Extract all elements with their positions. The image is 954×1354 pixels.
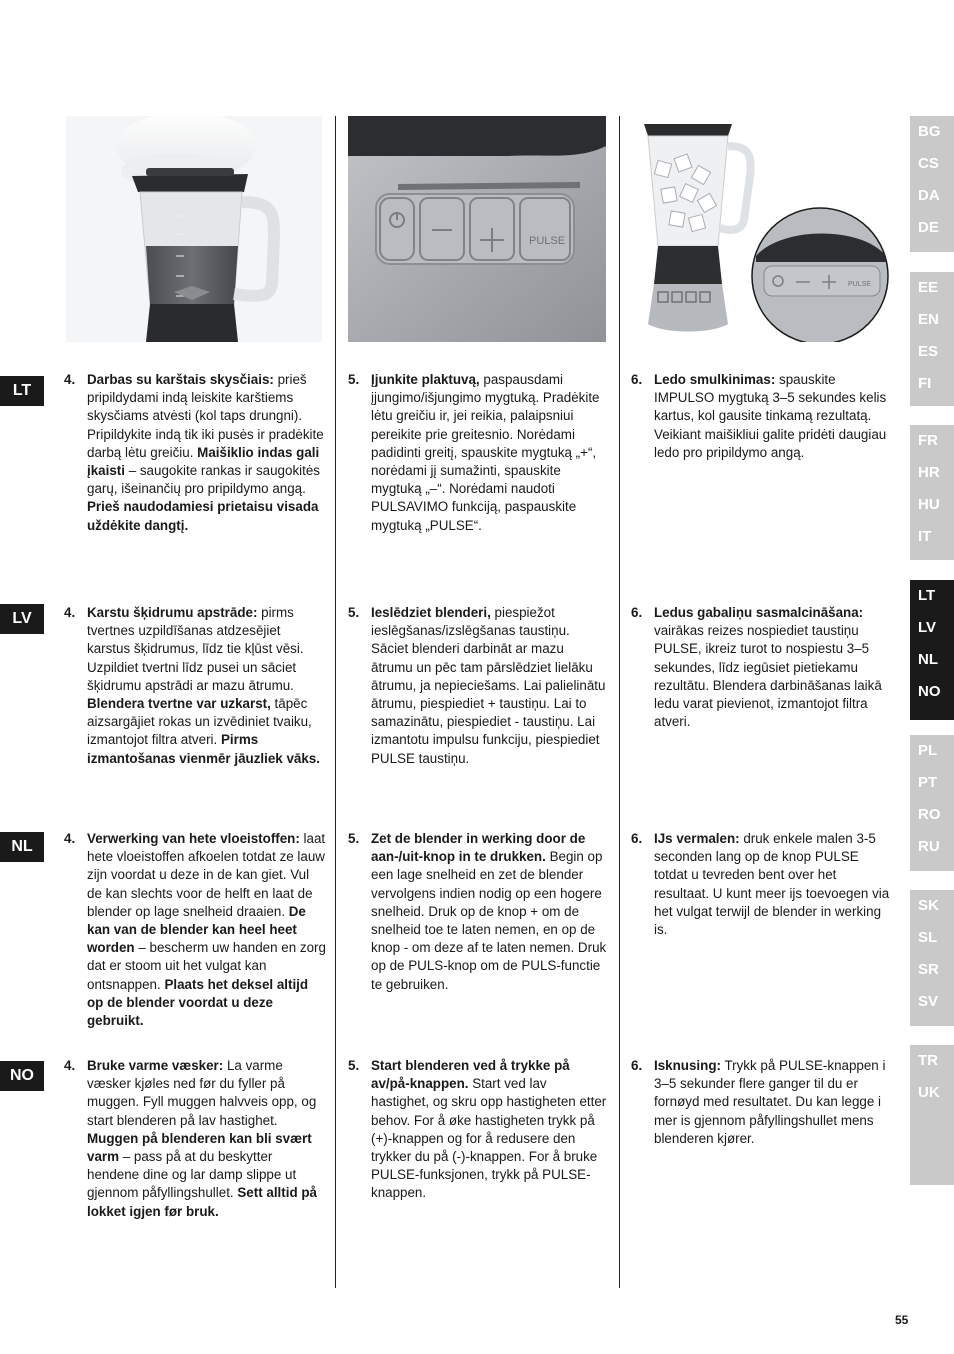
control-panel-image (348, 116, 606, 342)
lang-ru[interactable]: RU (918, 838, 940, 855)
step-heading: Darbas su karštais skysčiais: (87, 372, 274, 387)
step-heading: Ledus gabaliņu sasmalcināšana: (654, 605, 864, 620)
lang-ee[interactable]: EE (918, 279, 939, 296)
section-tab-lt: LT (0, 376, 44, 406)
step-heading: Start blenderen ved å trykke på av/på-knappen. (371, 1058, 570, 1092)
blender-with-ice-image (632, 116, 890, 342)
column-divider-1 (335, 116, 336, 1288)
step-text: Start ved lav hastighet, og skru opp hastigheten etter behov. For å øke hastigheten trykk på (+)-knappen og for å redusere den trykker du på (-)-knappen. For å bruke PULSE-funksjonen, trykk på PULSE-knappen. (371, 1076, 607, 1201)
step-number: 6. (631, 831, 643, 846)
step-warning: Prieš naudodamiesi prietaisu visada uždėkite dangtį. (87, 499, 319, 533)
step-no-6 (631, 1057, 893, 1148)
step-lv-4 (64, 604, 326, 768)
step-heading: Ledo smulkinimas: (654, 372, 776, 387)
step-text: – pass på at du beskytter hendene dine og lar damp slippe ut gjennom påfyllingshullet. (87, 1149, 297, 1201)
step-number: 6. (631, 605, 643, 620)
step-number: 5. (348, 372, 360, 387)
lang-sv[interactable]: SV (918, 993, 939, 1010)
step-number: 6. (631, 1058, 643, 1073)
lang-fr[interactable]: FR (918, 432, 938, 449)
lang-sk[interactable]: SK (918, 897, 939, 914)
lang-no[interactable]: NO (918, 683, 941, 700)
lang-nl[interactable]: NL (918, 651, 938, 668)
lang-uk[interactable]: UK (918, 1084, 940, 1101)
lang-cs[interactable]: CS (918, 155, 939, 172)
step-heading: Įjunkite plaktuvą, (371, 372, 480, 387)
step-lt-6 (631, 371, 893, 462)
lang-group-6 (910, 890, 954, 1026)
lang-group-2 (910, 272, 954, 406)
step-warning: Maišiklio indas gali įkaisti (87, 444, 320, 479)
step-number: 5. (348, 1058, 360, 1073)
step-nl-6 (631, 830, 893, 939)
step-no-4 (64, 1057, 326, 1221)
lang-pl[interactable]: PL (918, 742, 938, 759)
lang-es[interactable]: ES (918, 343, 939, 360)
step-number: 4. (64, 605, 76, 620)
step-number: 4. (64, 1058, 76, 1073)
step-heading: Bruke varme væsker: (87, 1058, 224, 1073)
step-text: tāpēc aizsargājiet rokas un izvēdiniet tvaiku, izmantojot filtra atveri. (87, 696, 312, 748)
section-tab-nl: NL (0, 832, 44, 862)
step-text: – saugokite rankas ir saugokitės garų, išeinančių pro pripildymo angą. (87, 463, 320, 497)
lang-en[interactable]: EN (918, 311, 939, 328)
step-warning: Blendera tvertne var uzkarst, (87, 696, 271, 712)
lang-group-1 (910, 116, 954, 252)
step-number: 5. (348, 831, 360, 846)
step-heading: IJs vermalen: (654, 831, 740, 846)
pulse-label-inset: PULSE (848, 281, 871, 288)
step-lt-5 (348, 371, 608, 535)
lang-lt[interactable]: LT (918, 587, 936, 604)
lang-de[interactable]: DE (918, 219, 939, 236)
lang-group-7 (910, 1045, 954, 1185)
lang-lv[interactable]: LV (918, 619, 937, 636)
step-heading: Zet de blender in werking door de aan-/uit-knop in te drukken. (371, 831, 586, 865)
step-text: Trykk på PULSE-knappen i 3–5 sekunder flere ganger til du er fornøyd med resultatet. Du kan legge i mer is gjennom påfyllingshullet mens blenderen kjører. (654, 1058, 886, 1146)
step-nl-4 (64, 830, 326, 1030)
step-warning: Sett alltid på lokket igjen før bruk. (87, 1185, 317, 1219)
step-warning: Muggen på blenderen kan bli svært varm (87, 1130, 312, 1165)
lang-group-4-active (910, 580, 954, 720)
step-no-5 (348, 1057, 608, 1203)
step-heading: Karstu šķidrumu apstrāde: (87, 605, 258, 620)
step-lt-4 (64, 371, 326, 535)
step-text: vairākas reizes nospiediet taustiņu PULSE, ikreiz turot to nospiestu 3–5 sekundes, līdz iegūsiet pietiekamu rezultātu. Blendera darbināšanas laikā ledu varat pievienot, izmantojot filtra atveri. (654, 623, 882, 730)
step-lv-5 (348, 604, 608, 768)
lang-fi[interactable]: FI (918, 375, 932, 392)
lang-hu[interactable]: HU (918, 496, 940, 513)
column-divider-2 (619, 116, 620, 1288)
step-nl-5 (348, 830, 608, 994)
step-warning: Plaats het deksel altijd op de blender voordat u deze gebruikt. (87, 976, 309, 1029)
step-heading: Verwerking van hete vloeistoffen: (87, 831, 300, 846)
lang-bg[interactable]: BG (918, 123, 941, 140)
step-text: prieš pripildydami indą leiskite karštiems skysčiams atvėsti (kol taps drungni). Pripildykite indą tik iki pusės ir pradėkite darbą lėtu greičiu. (87, 372, 324, 460)
section-tab-lv: LV (0, 604, 44, 634)
step-text: spauskite IMPULSO mygtuką 3–5 sekundes kelis kartus, kol gausite tinkamą rezultatą. Veikiant maišikliui galite pridėti daugiau ledo pro pripildymo angą. (654, 372, 887, 460)
lang-ro[interactable]: RO (918, 806, 941, 823)
step-lv-6 (631, 604, 893, 731)
step-text: pirms tvertnes uzpildīšanas atdzesējiet karstus šķidrumus, līdz tie kļūst vēsi. Uzpildiet tvertni līdz pusei un sāciet šķidrumu apstrādi ar mazu ātrumu. (87, 605, 304, 693)
page-number: 55 (895, 1313, 909, 1327)
step-heading: Ieslēdziet blenderi, (371, 605, 491, 620)
lang-hr[interactable]: HR (918, 464, 940, 481)
step-text: Begin op een lage snelheid en zet de blender vervolgens indien nodig op een hogere snelheid. Druk op de knop + om de snelheid toe te laten nemen, en op de knop - om deze af te laten nemen. Druk op de PULS-knop om de PULS-functie te gebruiken. (371, 849, 607, 992)
step-text: laat hete vloeistoffen afkoelen totdat ze lauw zijn voordat u deze in de kan giet. Vul de kan slechts voor de helft en laat de blender op lage snelheid draaien. (87, 831, 326, 919)
lang-tr[interactable]: TR (918, 1052, 938, 1069)
lang-it[interactable]: IT (918, 528, 932, 545)
section-tab-no: NO (0, 1061, 44, 1091)
lang-da[interactable]: DA (918, 187, 940, 204)
step-text: La varme væsker kjøles ned før du fyller på muggen. Fyll muggen halvveis opp, og start blenderen på lav hastighet. (87, 1058, 317, 1128)
pulse-label: PULSE (529, 235, 566, 247)
blender-jar-hot-liquid-image (66, 116, 322, 342)
lang-group-3 (910, 425, 954, 560)
step-text: paspausdami įjungimo/išjungimo mygtuką. Pradėkite lėtu greičiu ir, jei reikia, palaipsniui pereikite prie greitesnio. Norėdami padidinti greitį, spauskite mygtuką „+“, norėdami jį sumažinti, spauskite mygtuką „–“. Norėdami naudoti PULSAVIMO funkciją, paspauskite mygtuką „PULSE“. (371, 372, 600, 533)
step-text: piespiežot ieslēgšanas/izslēgšanas taustiņu. Sāciet blenderi darbināt ar mazu ātrumu un pēc tam pārslēdziet lielāku ātrumu, ja nepieciešams. Lai palielinātu ātrumu, piespiediet + taustiņu. Lai to samazinātu, piespiediet - taustiņu. Lai izmantotu impulsu funkciju, piespiediet PULSE taustiņu. (371, 605, 606, 766)
step-number: 4. (64, 831, 76, 846)
step-warning: De kan van de blender kan heel heet worden (87, 903, 306, 956)
step-number: 6. (631, 372, 643, 387)
lang-sr[interactable]: SR (918, 961, 939, 978)
step-heading: Isknusing: (654, 1058, 721, 1073)
lang-sl[interactable]: SL (918, 929, 938, 946)
step-text: druk enkele malen 3-5 seconden lang op de knop PULSE totdat u tevreden bent over het resultaat. U kunt meer ijs toevoegen via het vulgat terwijl de blender in werking is. (654, 831, 890, 938)
step-text: – bescherm uw handen en zorg dat er stoom uit het vulgat kan ontsnappen. (87, 940, 326, 992)
lang-group-5 (910, 735, 954, 871)
lang-pt[interactable]: PT (918, 774, 938, 791)
step-number: 5. (348, 605, 360, 620)
step-warning: Pirms izmantošanas vienmēr jāuzliek vāks. (87, 732, 320, 766)
step-number: 4. (64, 372, 76, 387)
